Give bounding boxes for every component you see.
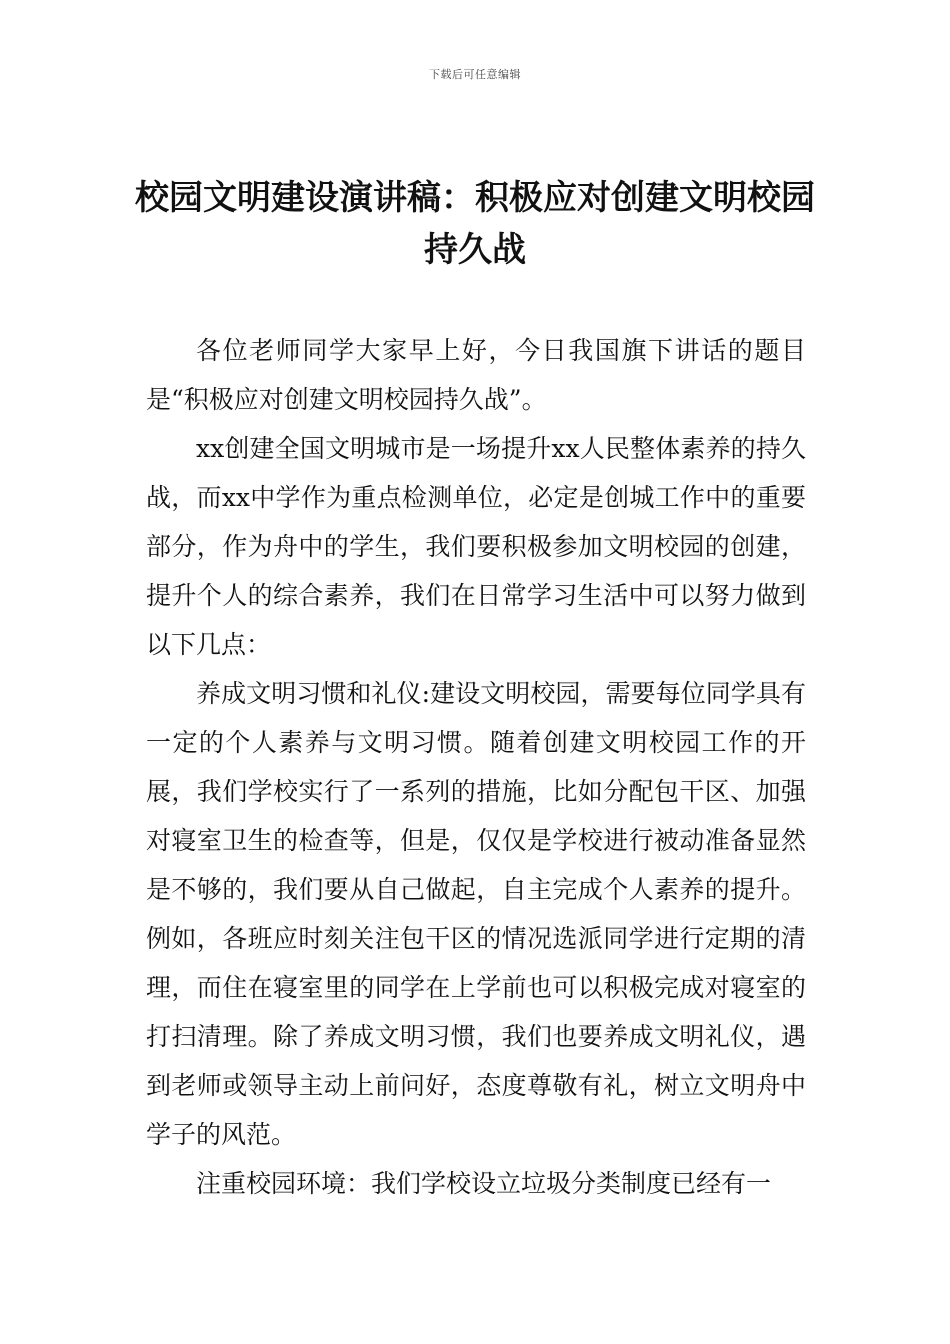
paragraph-intro: xx创建全国文明城市是一场提升xx人民整体素养的持久战，而xx中学作为重点检测单位，必定是创城工作中的重要部分，作为舟中的学生，我们要积极参加文明校园的创建，提升个人的综合素养，我们在日常学习生活中可以努力做到以下几点： — [146, 434, 806, 659]
paragraph-habits: 养成文明习惯和礼仪:建设文明校园，需要每位同学具有一定的个人素养与文明习惯。随着创建文明校园工作的开展，我们学校实行了一系列的措施，比如分配包干区、加强对寝室卫生的检查等，但是，仅仅是学校进行被动准备显然是不够的，我们要从自己做起，自主完成个人素养的提升。例如，各班应时刻关注包干区的情况选派同学进行定期的清理，而住在寝室里的同学在上学前也可以积极完成对寝室的打扫清理。除了养成文明习惯，我们也要养成文明礼仪，遇到老师或领导主动上前问好，态度尊敬有礼，树立文明舟中学子的风范。 — [146, 679, 806, 1149]
page-title: 校园文明建设演讲稿：积极应对创建文明校园持久战 — [135, 178, 815, 270]
document-body — [146, 326, 806, 1208]
paragraph-environment: 注重校园环境：我们学校设立垃圾分类制度已经有一 — [196, 1169, 772, 1198]
paragraph-greeting: 各位老师同学大家早上好，今日我国旗下讲话的题目是“积极应对创建文明校园持久战”。 — [146, 336, 806, 414]
header-note: 下载后可任意编辑 — [429, 68, 521, 81]
